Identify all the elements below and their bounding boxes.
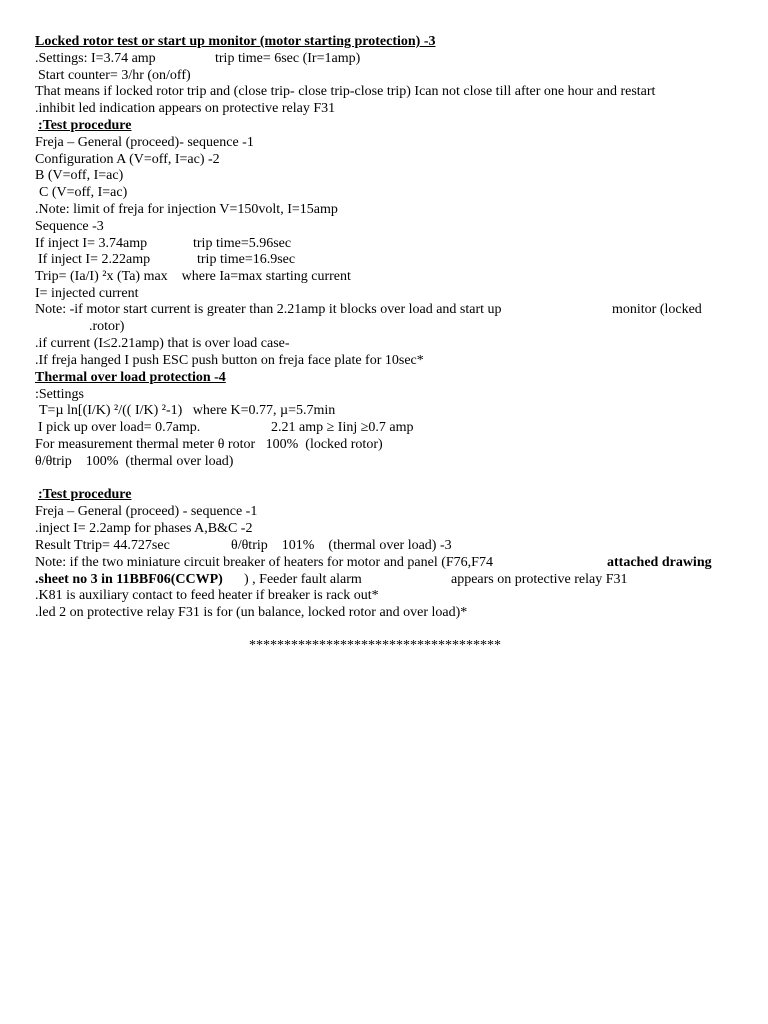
configuration-b-line: B (V=off, I=ac): [35, 168, 124, 183]
procedure-2-step-1: Freja – General (proceed) - sequence -1: [35, 504, 258, 519]
procedure-step-1: Freja – General (proceed)- sequence -1: [35, 135, 254, 150]
theta-trip-line: θ/θtrip 100% (thermal over load): [35, 454, 234, 469]
led-2-note: .led 2 on protective relay F31 is for (un balance, locked rotor and over load)*: [35, 605, 468, 620]
thermal-meter-line: For measurement thermal meter θ rotor 100% (locked rotor): [35, 437, 383, 452]
injection-range-text: 2.21 amp ≥ Iinj ≥0.7 amp: [271, 420, 414, 435]
inhibit-led-line: .inhibit led indication appears on protective relay F31: [35, 101, 336, 116]
thermal-formula-line: T=µ ln[(I/K) ²/(( I/K) ²-1) where K=0.77, µ=5.7min: [39, 403, 336, 418]
start-current-note: Note: -if motor start current is greater than 2.21amp it blocks over load and start up: [35, 302, 502, 317]
feeder-fault-alarm-text: ) , Feeder fault alarm: [244, 572, 362, 587]
test-procedure-heading: :Test procedure: [38, 118, 132, 133]
explanation-line: That means if locked rotor trip and (close trip- close trip-close trip) Ican not close till after one hour and restart: [35, 84, 656, 99]
end-asterisk-divider: ************************************: [249, 638, 501, 653]
over-load-case-line: .if current (I≤2.21amp) that is over load case-: [35, 336, 290, 351]
k81-contact-note: .K81 is auxiliary contact to feed heater if breaker is rack out*: [35, 588, 379, 603]
pickup-overload-text: I pick up over load= 0.7amp.: [38, 420, 201, 435]
relay-f31-alarm-text: appears on protective relay F31: [451, 572, 628, 587]
result-theta-text: θ/θtrip 101% (thermal over load) -3: [231, 538, 452, 553]
result-ttrip-text: Result Ttrip= 44.727sec: [35, 538, 170, 553]
section-heading-locked-rotor: Locked rotor test or start up monitor (motor starting protection) -3: [35, 34, 436, 49]
configuration-c-line: C (V=off, I=ac): [39, 185, 128, 200]
procedure-step-2: Configuration A (V=off, I=ac) -2: [35, 152, 220, 167]
inject-222-text: If inject I= 2.22amp: [38, 252, 151, 267]
settings-current-line: .Settings: I=3.74 amp: [35, 51, 156, 66]
start-current-note-continued: monitor (locked: [612, 302, 702, 317]
injection-limit-note: .Note: limit of freja for injection V=150volt, I=15amp: [35, 202, 338, 217]
trip-formula-line: Trip= (Ia/I) ²x (Ta) max where Ia=max starting current: [35, 269, 351, 284]
attached-drawing-text: attached drawing: [607, 555, 712, 570]
inject-374-text: If inject I= 3.74amp: [35, 236, 148, 251]
section-heading-thermal: Thermal over load protection -4: [35, 370, 226, 385]
rotor-line: .rotor): [89, 319, 125, 334]
injected-current-line: I= injected current: [35, 286, 139, 301]
procedure-2-step-2: .inject I= 2.2amp for phases A,B&C -2: [35, 521, 253, 536]
trip-time-596-text: trip time=5.96sec: [193, 236, 292, 251]
esc-button-note: .If freja hanged I push ESC push button on freja face plate for 10sec*: [35, 353, 424, 368]
settings-label: :Settings: [35, 387, 85, 402]
sheet-reference-text: .sheet no 3 in 11BBF06(CCWP): [35, 572, 223, 587]
trip-time-169-text: trip time=16.9sec: [197, 252, 296, 267]
test-procedure-heading-2: :Test procedure: [38, 487, 132, 502]
sequence-3-line: Sequence -3: [35, 219, 104, 234]
settings-trip-time-text: trip time= 6sec (Ir=1amp): [215, 51, 361, 66]
heater-breaker-note: Note: if the two miniature circuit breaker of heaters for motor and panel (F76,F74: [35, 555, 493, 570]
start-counter-line: Start counter= 3/hr (on/off): [38, 68, 191, 83]
